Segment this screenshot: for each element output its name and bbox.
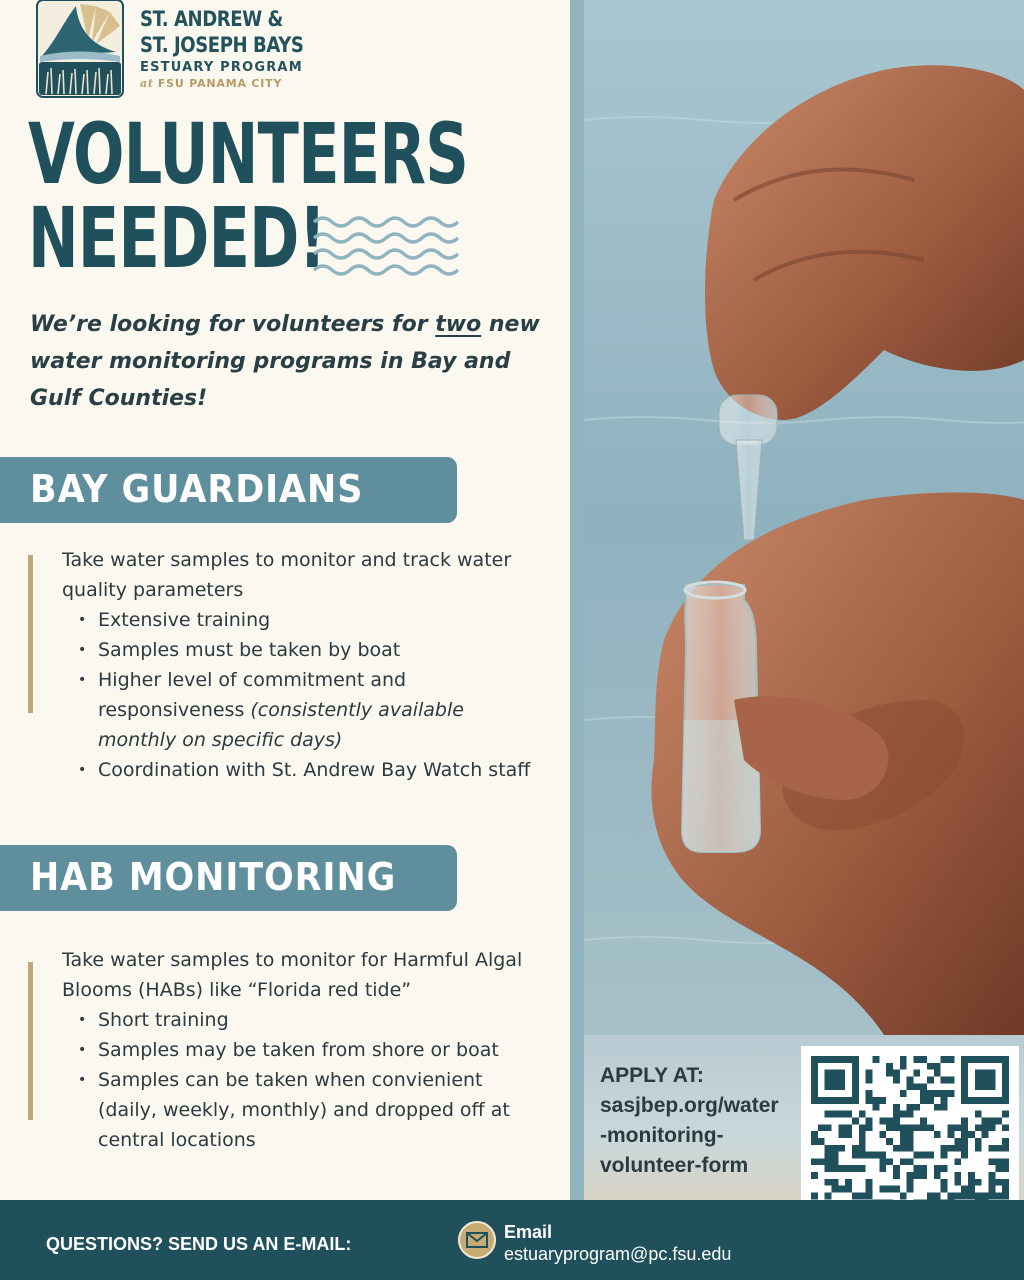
list-item: • Coordination with St. Andrew Bay Watch staff [78, 755, 542, 785]
section-description: Take water samples to monitor for Harmful Algal Blooms (HABs) like “Florida red tide” [62, 949, 523, 1001]
envelope-glyph [460, 1223, 494, 1257]
envelope-icon[interactable] [458, 1221, 496, 1259]
apply-url-line3[interactable]: volunteer-form [600, 1154, 749, 1177]
water-sample-photo [584, 0, 1024, 1035]
footer-question: QUESTIONS? SEND US AN E-MAIL: [46, 1234, 352, 1254]
estuary-logo-icon [36, 0, 124, 98]
section-body-bay-guardians [62, 545, 542, 785]
accent-bar [28, 962, 33, 1120]
footer-bar [0, 1200, 1024, 1280]
intro-text [30, 306, 540, 417]
accent-bar [28, 555, 33, 713]
org-location-name: FSU PANAMA CITY [157, 77, 283, 90]
intro-text-part2: new water monitoring programs in Bay and Gulf Counties! [30, 312, 540, 411]
list-item: • Samples must be taken by boat [78, 635, 542, 665]
list-item: • Samples may be taken from shore or boat [78, 1035, 542, 1065]
divider-stripe [570, 0, 584, 1200]
section-body-hab-monitoring [62, 945, 542, 1155]
bullet-list [78, 1005, 542, 1155]
list-item: • Samples can be taken when convienient (daily, weekly, monthly) and dropped off at central locations [78, 1065, 542, 1155]
org-name-line2: ST. JOSEPH BAYS [140, 33, 304, 57]
intro-text-part1: We’re looking for volunteers for [30, 312, 436, 337]
org-program-name: ESTUARY PROGRAM [140, 60, 303, 75]
apply-url-line1[interactable]: sasjbep.org/water [600, 1094, 779, 1117]
list-item: • Short training [78, 1005, 542, 1035]
list-item-text: Higher level of commitment and responsiveness [98, 669, 407, 721]
email-label: Email [504, 1222, 553, 1242]
apply-text [600, 1061, 800, 1181]
headline-line1: VOLUNTEERS [28, 105, 469, 203]
section-banner-hab-monitoring [0, 845, 457, 911]
org-location [140, 77, 330, 90]
list-item [78, 665, 542, 755]
list-item-italic: (consistently available monthly on specific days) [98, 699, 464, 751]
org-name-line1: ST. ANDREW & [140, 7, 283, 31]
list-item: • Extensive training [78, 605, 542, 635]
section-title: BAY GUARDIANS [30, 467, 364, 511]
section-banner-bay-guardians [0, 457, 457, 523]
apply-url-line2[interactable]: -monitoring- [600, 1124, 724, 1147]
photo-illustration [584, 0, 1024, 1035]
email-link[interactable]: estuaryprogram@pc.fsu.edu [504, 1244, 732, 1264]
section-description: Take water samples to monitor and track water quality parameters [62, 549, 512, 601]
section-title: HAB MONITORING [30, 855, 397, 899]
org-name-block [140, 6, 330, 90]
apply-label: APPLY AT: [600, 1064, 704, 1087]
org-location-prefix: at [140, 77, 154, 90]
waves-icon [312, 214, 460, 280]
headline-line2: NEEDED! [28, 189, 326, 287]
bullet-list [78, 605, 542, 785]
intro-text-emphasis: two [435, 312, 482, 337]
